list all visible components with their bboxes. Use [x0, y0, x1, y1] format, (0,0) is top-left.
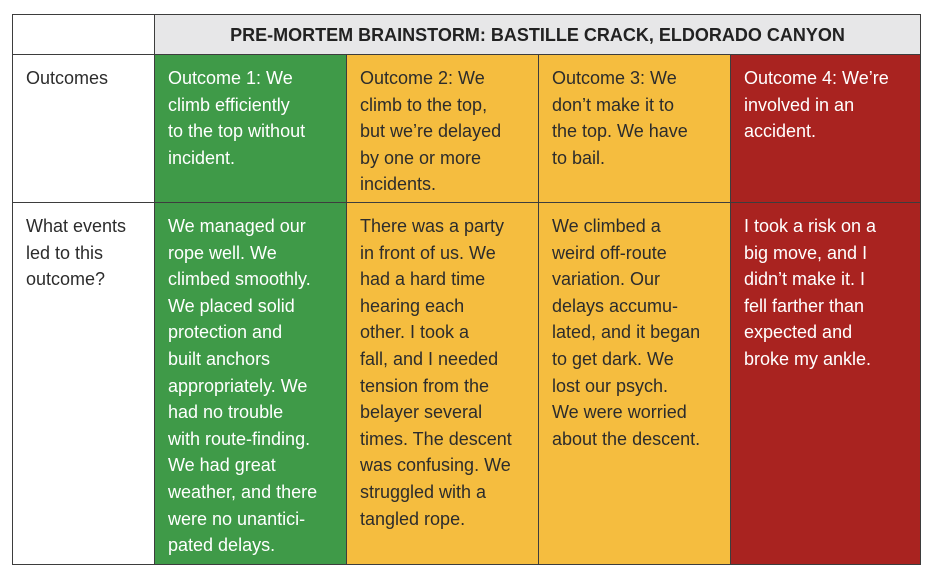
- pre-mortem-table: [12, 14, 921, 565]
- row-label-events: What events led to this outcome?: [12, 202, 155, 565]
- outcome-4-cell: Outcome 4: We’re involved in an accident.: [730, 54, 921, 203]
- outcome-1-cell: Outcome 1: We climb efficiently to the top without incident.: [154, 54, 347, 203]
- events-3-cell: We climbed a weird off-route variation. Our delays accumu- lated, and it began to get dark. We lost our psych. We were worried about the descent.: [538, 202, 731, 565]
- outcome-2-cell: Outcome 2: We climb to the top, but we’re delayed by one or more incidents.: [346, 54, 539, 203]
- events-2-cell: There was a party in front of us. We had a hard time hearing each other. I took a fall, and I needed tension from the belayer several times. The descent was confusing. We struggled with a tangled rope.: [346, 202, 539, 565]
- corner-cell: [12, 14, 155, 55]
- row-label-outcomes: Outcomes: [12, 54, 155, 203]
- events-1-cell: We managed our rope well. We climbed smoothly. We placed solid protection and built anchors appropriately. We had no trouble with route-finding. We had great weather, and there were no unantici- pated delays.: [154, 202, 347, 565]
- table-title: PRE-MORTEM BRAINSTORM: BASTILLE CRACK, ELDORADO CANYON: [154, 14, 921, 55]
- events-4-cell: I took a risk on a big move, and I didn’t make it. I fell farther than expected and broke my ankle.: [730, 202, 921, 565]
- outcome-3-cell: Outcome 3: We don’t make it to the top. We have to bail.: [538, 54, 731, 203]
